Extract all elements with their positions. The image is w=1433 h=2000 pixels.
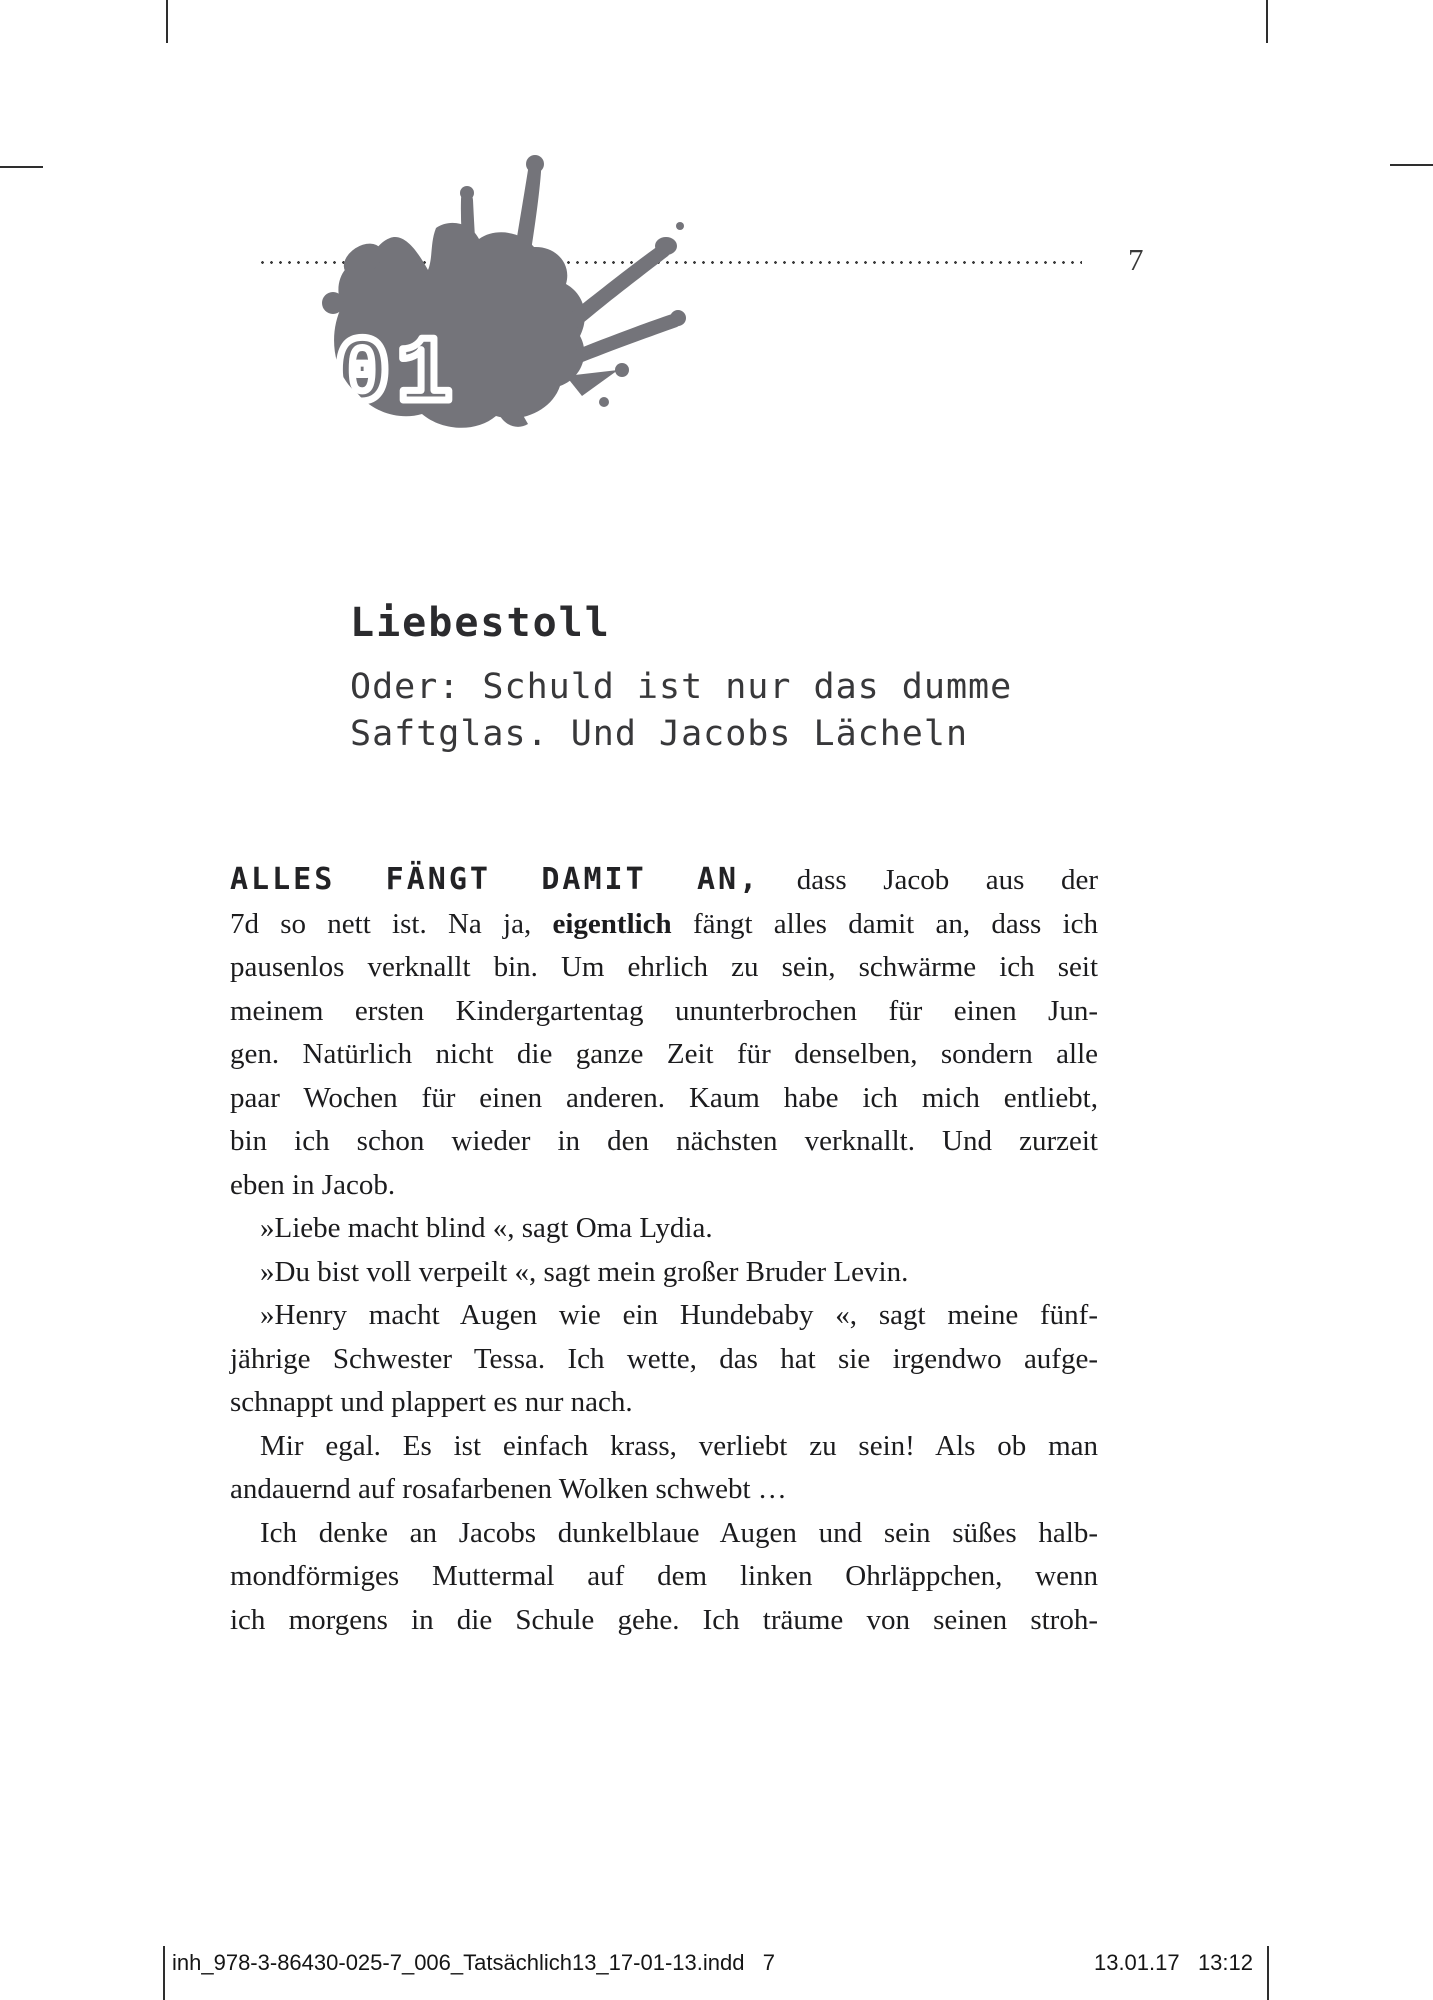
ink-splat-icon bbox=[270, 148, 700, 448]
body-line: andauernd auf rosafarbenen Wolken schwebt … bbox=[230, 1473, 787, 1505]
body-line: ALLES FÄNGT DAMIT AN, dass Jacob aus der bbox=[230, 862, 1098, 897]
body-line: »Liebe macht blind «, sagt Oma Lydia. bbox=[260, 1212, 713, 1244]
footer-timestamp: 13.01.17 13:12 bbox=[1093, 1950, 1253, 1975]
body-line: eben in Jacob. bbox=[230, 1168, 396, 1201]
body-line: schnappt und plappert es nur nach. bbox=[230, 1386, 633, 1418]
body-line: jährige Schwester Tessa. Ich wette, das hat sie irgendwo aufge- bbox=[230, 1342, 1098, 1375]
body-text bbox=[230, 858, 1098, 1642]
chapter-title: Liebestoll bbox=[350, 600, 611, 646]
crop-mark-left bbox=[0, 166, 43, 168]
crop-mark-right bbox=[1390, 164, 1433, 166]
body-line: paar Wochen für einen anderen. Kaum habe ich mich entliebt, bbox=[230, 1081, 1098, 1114]
body-line: »Henry macht Augen wie ein Hundebaby «, sagt meine fünf- bbox=[260, 1299, 1098, 1331]
chapter-subtitle bbox=[350, 664, 1012, 758]
body-line: bin ich schon wieder in den nächsten verknallt. Und zurzeit bbox=[230, 1125, 1098, 1157]
body-line: Ich denke an Jacobs dunkelblaue Augen und sein süßes halb- bbox=[260, 1516, 1098, 1549]
body-line: Mir egal. Es ist einfach krass, verliebt zu sein! Als ob man bbox=[260, 1429, 1098, 1462]
crop-mark-bottom-right bbox=[1267, 1946, 1269, 2000]
body-line: 7d so nett ist. Na ja, eigentlich fängt alles damit an, dass ich bbox=[230, 907, 1099, 940]
body-line: mondförmiges Muttermal auf dem linken Ohrläppchen, wenn bbox=[230, 1560, 1098, 1592]
chapter-subtitle-line2: Saftglas. Und Jacobs Lächeln bbox=[350, 714, 969, 754]
body-line: meinem ersten Kindergartentag ununterbrochen für einen Jun- bbox=[230, 994, 1098, 1027]
body-line: »Du bist voll verpeilt «, sagt mein großer Bruder Levin. bbox=[260, 1255, 909, 1288]
body-line: gen. Natürlich nicht die ganze Zeit für denselben, sondern alle bbox=[230, 1038, 1098, 1070]
body-line: ich morgens in die Schule gehe. Ich träume von seinen stroh- bbox=[230, 1603, 1098, 1636]
page-number: 7 bbox=[1128, 242, 1144, 277]
crop-mark-top-left bbox=[166, 0, 168, 43]
crop-mark-top-right bbox=[1266, 0, 1268, 43]
chapter-subtitle-line1: Oder: Schuld ist nur das dumme bbox=[350, 667, 1013, 707]
chapter-number: 01 bbox=[334, 323, 459, 429]
footer-file-name: inh_978-3-86430-025-7_006_Tatsächlich13_17-01-13.indd 7 bbox=[172, 1950, 776, 1975]
crop-mark-bottom-left bbox=[163, 1946, 165, 2000]
body-line: pausenlos verknallt bin. Um ehrlich zu sein, schwärme ich seit bbox=[230, 951, 1098, 983]
